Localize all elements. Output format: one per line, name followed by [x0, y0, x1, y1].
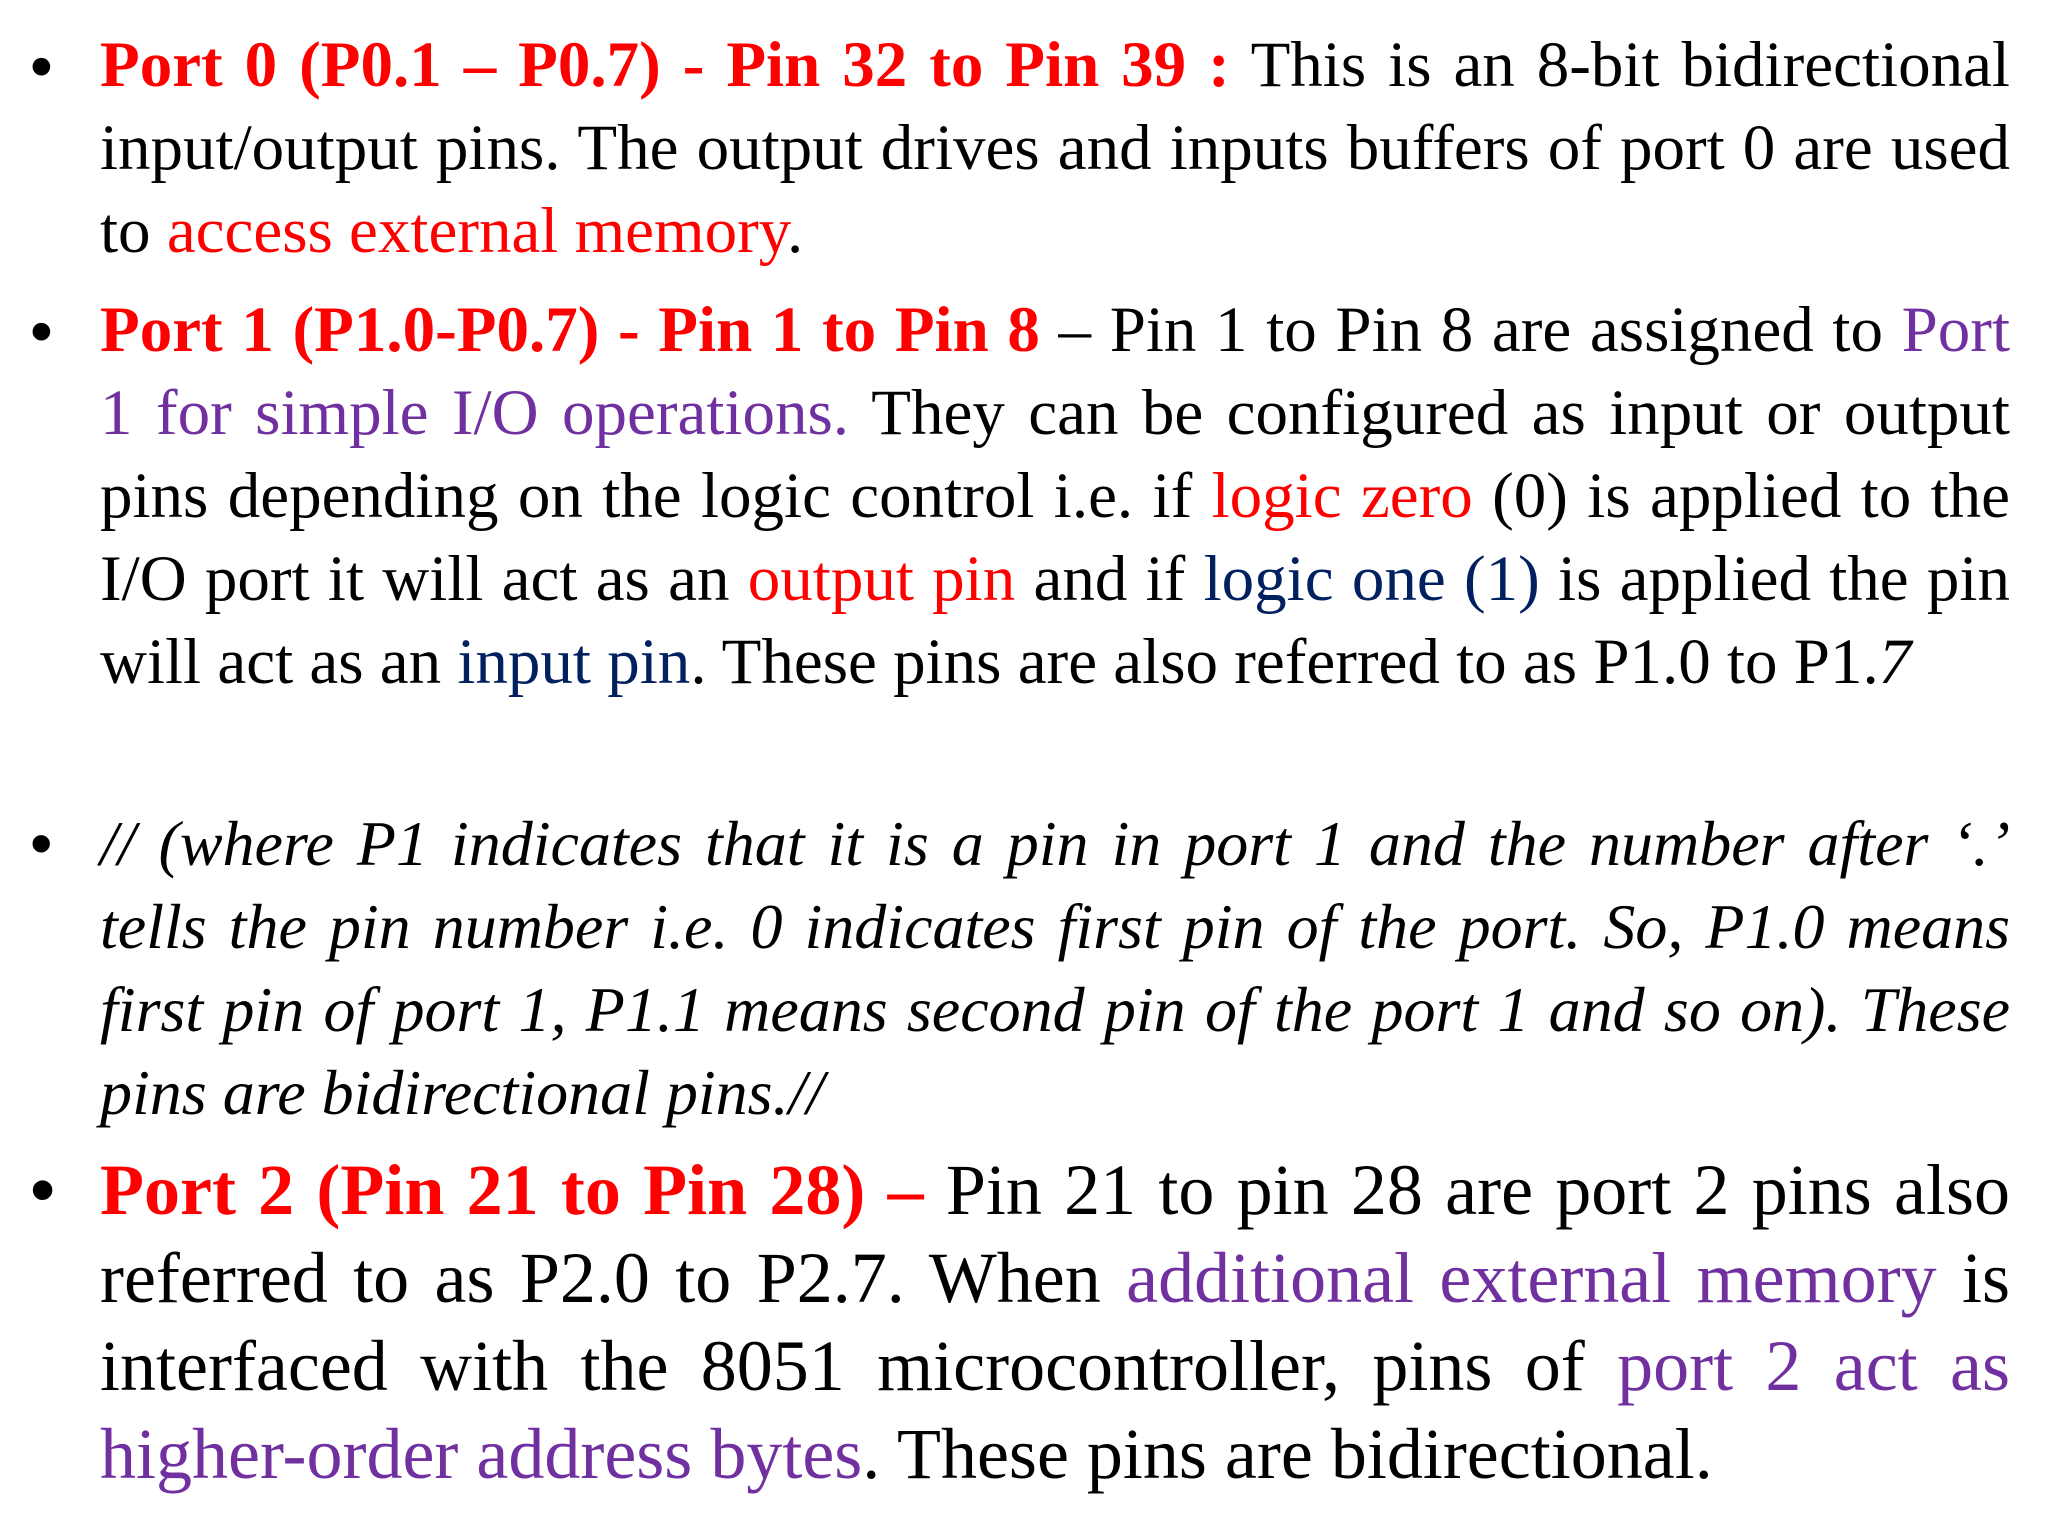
port-2-text-3: . These pins are bidirectional. — [862, 1414, 1713, 1494]
port-1-text-6: . These pins are also referred to as P1.0 to P1. — [690, 626, 1879, 698]
bullet-note — [30, 802, 2010, 1134]
port-1-text-3: (0) is applied to the I/O port it will act as an — [100, 460, 2011, 615]
port-1-text: – Pin 1 to Pin 8 are assigned to — [1039, 294, 1902, 366]
port-1-text-5: is applied the pin will act as an — [100, 543, 2010, 698]
port-1-text-2: They can be configured as input or output pins depending on the logic control i.e. if — [100, 377, 2010, 532]
port-1-text-7: 7 — [1878, 626, 1912, 698]
bullet-port-1 — [30, 289, 2011, 704]
port-1-highlight-input-pin: input pin — [457, 626, 691, 698]
port-2-text: Pin 21 to pin 28 are port 2 pins also referred to as P2.0 to P2.7. When — [100, 1150, 2010, 1318]
bullet-dot: • — [30, 1150, 56, 1230]
bullet-port-0 — [30, 24, 2010, 273]
port-1-highlight-output-pin: output pin — [747, 543, 1016, 615]
port-0-text: This is an 8-bit bidirectional input/output pins. The output drives and inputs buffers of port 0 are used to — [100, 29, 2010, 267]
port-2-highlight-external-memory: additional external memory — [1126, 1238, 1937, 1318]
port-1-highlight-simple-io: Port 1 for simple I/O operations. — [100, 294, 2011, 449]
port-1-heading: Port 1 (P1.0-P0.7) - Pin 1 to Pin 8 — [100, 294, 1040, 366]
port-0-highlight-external-memory: access external memory — [166, 195, 788, 267]
bullet-dot: • — [30, 807, 53, 879]
port-1-highlight-logic-zero: logic zero — [1211, 460, 1473, 532]
port-2-heading: Port 2 (Pin 21 to Pin 28) – — [100, 1150, 924, 1230]
note-text: // (where P1 indicates that it is a pin in port 1 and the number after ‘.’ tells the pin number i.e. 0 indicates first pin of the port. So, P1.0 means first pin of port 1, P1.1 means second pin of the port 1 and so on). These pins are bidirectional pins.// — [100, 808, 2010, 1128]
bullet-dot: • — [30, 29, 53, 102]
port-0-text-end: . — [787, 195, 804, 267]
port-1-highlight-logic-one: logic one (1) — [1203, 543, 1540, 615]
port-0-heading: Port 0 (P0.1 – P0.7) - Pin 32 to Pin 39 : — [100, 29, 1230, 101]
bullet-port-2 — [30, 1146, 2010, 1498]
port-2-text-2: is interfaced with the 8051 microcontroller, pins of — [100, 1238, 2010, 1406]
bullet-dot: • — [30, 294, 53, 367]
port-1-text-4: and if — [1015, 543, 1204, 615]
port-2-highlight-address-bytes: port 2 act as higher-order address bytes — [100, 1326, 2010, 1494]
